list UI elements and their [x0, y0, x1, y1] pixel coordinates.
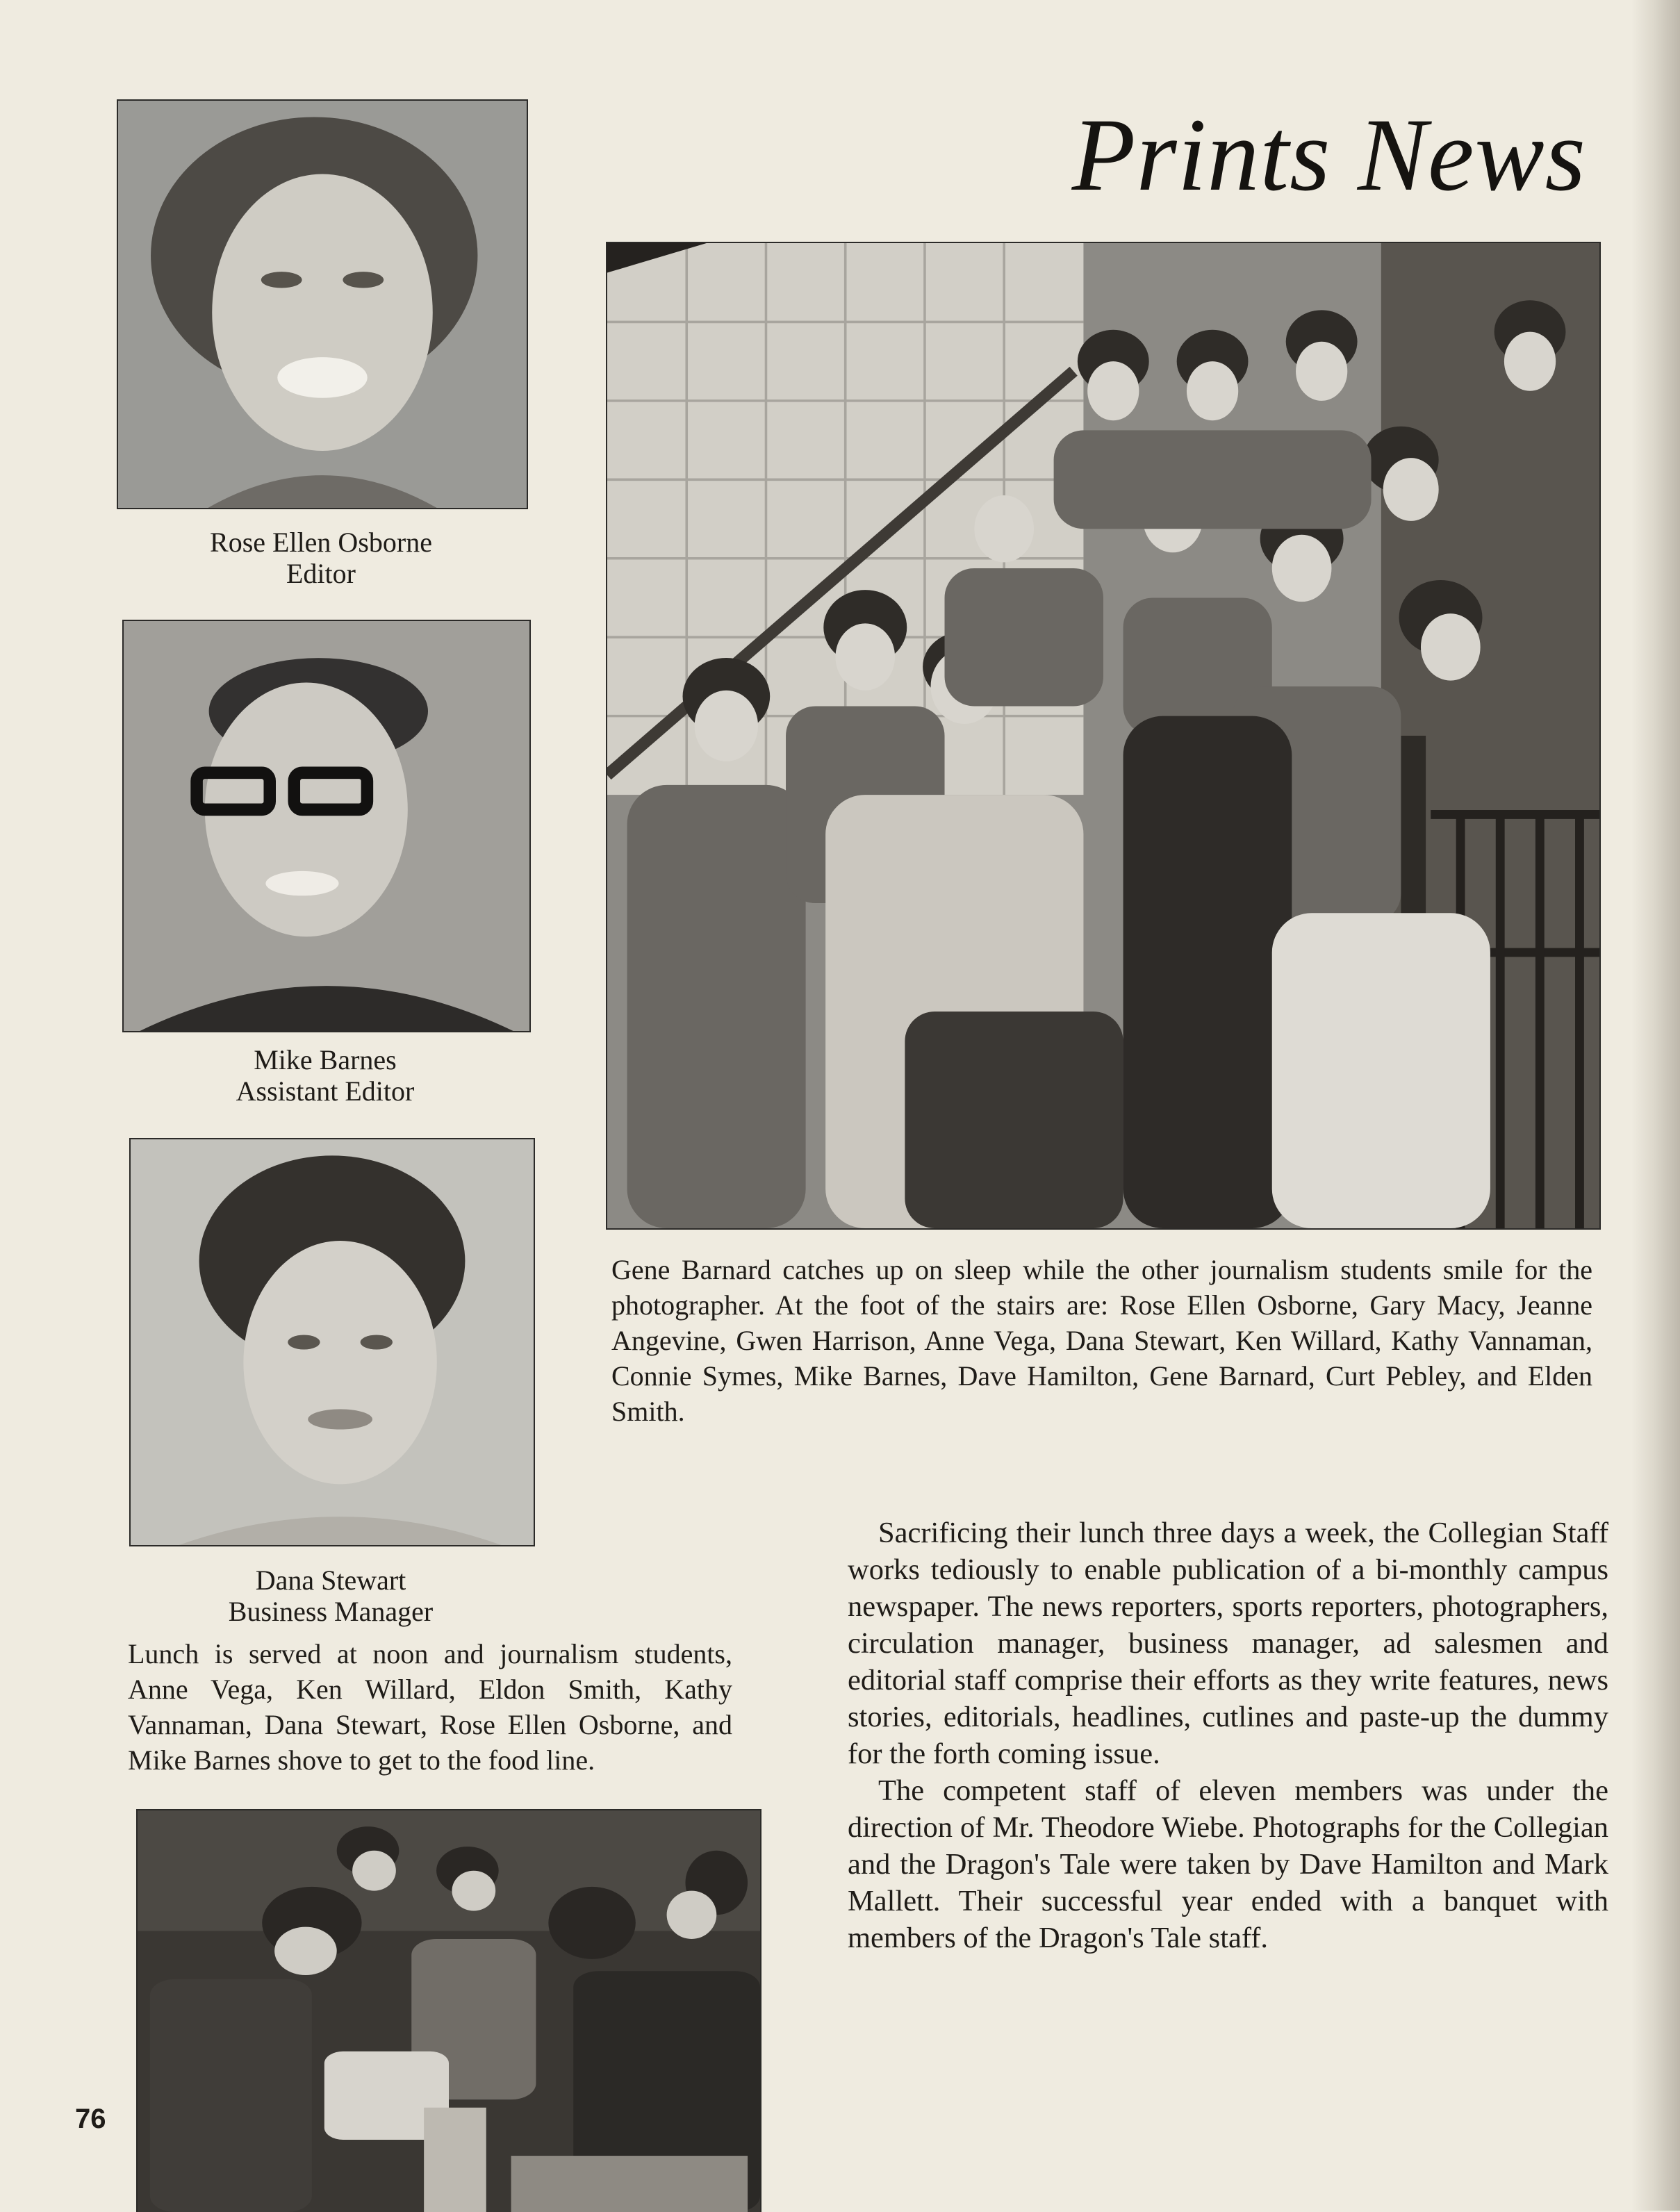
portrait-photo-business-manager	[129, 1138, 535, 1546]
portrait-name: Rose Ellen Osborne	[210, 527, 432, 558]
group-photo-stairs	[606, 242, 1601, 1230]
lunch-image	[138, 1810, 760, 2212]
portrait-caption-business-manager	[129, 1565, 532, 1627]
page-title: Prints News	[1071, 97, 1586, 213]
portrait-image	[124, 621, 529, 1031]
article-paragraph: Sacrificing their lunch three days a week, the Collegian Staff works tediously to enable publication of a bi-monthly campus newspaper. The news reporters, sports reporters, photographers, circulation manager, business manager, ad salesmen and editorial staff comprise their efforts as they write features, news stories, editorials, headlines, cutlines and paste-up the dummy for the forth coming issue.	[848, 1517, 1608, 1770]
portrait-photo-assistant-editor	[122, 620, 531, 1032]
article-body	[848, 1514, 1608, 1956]
page-number: 76	[75, 2104, 106, 2134]
portrait-caption-editor	[117, 527, 525, 589]
portrait-role: Editor	[286, 558, 356, 589]
portrait-role: Business Manager	[228, 1596, 434, 1627]
group-photo-caption: Gene Barnard catches up on sleep while the other journalism students smile for the photographer. At the foot of the stairs are: Rose Ellen Osborne, Gary Macy, Jeanne Angevine, Gwen Harrison, Anne Vega, Dana Stewart, Ken Willard, Kathy Vannaman, Connie Symes, Mike Barnes, Dave Hamilton, Gene Barnard, Curt Pebley, and Elden Smith.	[611, 1254, 1592, 1427]
portrait-image	[131, 1139, 534, 1545]
lunch-line-photo	[136, 1809, 761, 2212]
page-gutter-shadow	[1631, 0, 1680, 2211]
portrait-name: Dana Stewart	[255, 1565, 406, 1596]
portrait-caption-assistant-editor	[122, 1044, 528, 1107]
portrait-name: Mike Barnes	[254, 1044, 397, 1075]
article-paragraph: The competent staff of eleven members was under the direction of Mr. Theodore Wiebe. Photographs for the Collegian and the Dragon's Tale were taken by Dave Hamilton and Mark Mallett. Their successful year ended with a banquet with members of the Dragon's Tale staff.	[848, 1774, 1608, 1954]
portrait-photo-editor	[117, 99, 528, 509]
portrait-role: Assistant Editor	[236, 1075, 415, 1107]
portrait-image	[118, 101, 527, 508]
lunch-photo-caption: Lunch is served at noon and journalism students, Anne Vega, Ken Willard, Eldon Smith, Kathy Vannaman, Dana Stewart, Rose Ellen Osborne, and Mike Barnes shove to get to the food line.	[128, 1638, 732, 1776]
group-image	[607, 243, 1599, 1228]
